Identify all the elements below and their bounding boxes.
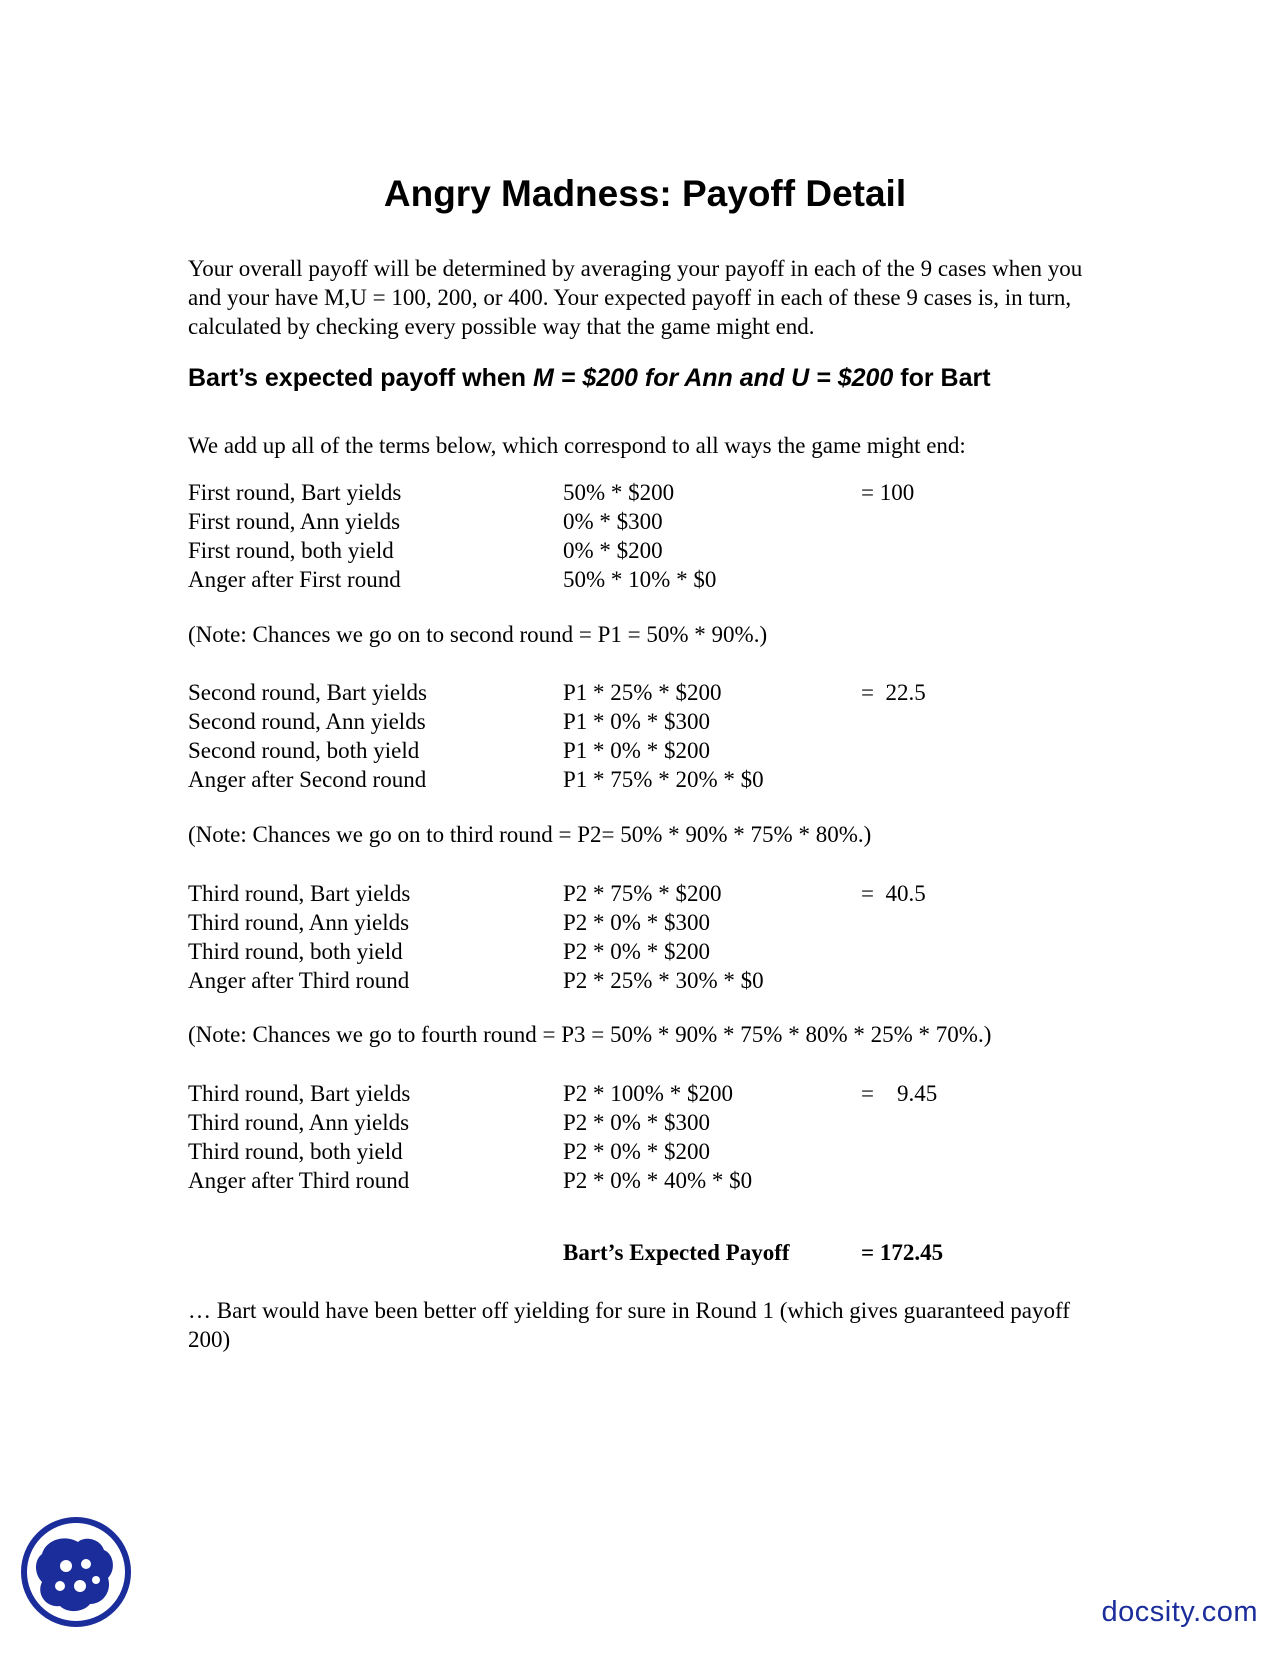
row-formula: P2 * 75% * $200	[563, 881, 722, 906]
row-formula: P2 * 0% * 40% * $0	[563, 1168, 753, 1193]
expected-payoff-total	[188, 1238, 1108, 1267]
row-label: Anger after Third round	[188, 968, 410, 993]
row-label: Third round, Ann yields	[188, 1110, 410, 1135]
row-formula: P2 * 100% * $200	[563, 1081, 733, 1106]
row-label: Anger after First round	[188, 567, 401, 592]
heading-part-3: for Bart	[893, 364, 991, 392]
row-label: Third round, both yield	[188, 1139, 403, 1164]
payoff-row	[188, 765, 1108, 794]
payoff-row	[188, 1079, 1108, 1108]
row-result: = 9.45	[861, 1081, 938, 1106]
heading-part-2: M = $200 for Ann and U = $200	[533, 364, 894, 392]
row-label: Third round, both yield	[188, 939, 403, 964]
docsity-logo-icon	[20, 1516, 132, 1628]
total-label: Bart’s Expected Payoff	[563, 1240, 790, 1265]
row-label: Third round, Bart yields	[188, 1081, 411, 1106]
row-label: First round, Bart yields	[188, 480, 402, 505]
row-label: Second round, both yield	[188, 738, 420, 763]
row-label: First round, both yield	[188, 538, 394, 563]
payoff-row	[188, 478, 1108, 507]
note-round-2: (Note: Chances we go on to second round = P1 = 50% * 90%.)	[188, 622, 768, 647]
row-formula: P2 * 25% * 30% * $0	[563, 968, 764, 993]
payoff-row	[188, 707, 1108, 736]
note-round-4: (Note: Chances we go to fourth round = P3 = 50% * 90% * 75% * 80% * 25% * 70%.)	[188, 1022, 992, 1047]
payoff-row	[188, 736, 1108, 765]
payoff-row	[188, 937, 1108, 966]
payoff-row	[188, 565, 1108, 594]
docsity-brand-text[interactable]: docsity.com	[1101, 1596, 1258, 1628]
row-formula: P2 * 0% * $200	[563, 939, 710, 964]
row-result: = 22.5	[861, 680, 926, 705]
row-label: Second round, Bart yields	[188, 680, 427, 705]
payoff-row	[188, 536, 1108, 565]
payoff-block-round-1	[188, 478, 1108, 594]
intro-paragraph: Your overall payoff will be determined by averaging your payoff in each of the 9 cases when you and your have M,U = 100, 200, or 400. Your expected payoff in each of these 9 cases is, in turn, calculated by checking every possible way that the game might end.	[188, 256, 1083, 339]
row-formula: P1 * 0% * $300	[563, 709, 710, 734]
row-formula: 0% * $300	[563, 509, 663, 534]
total-value: = 172.45	[861, 1240, 944, 1265]
note-round-3: (Note: Chances we go on to third round = P2= 50% * 90% * 75% * 80%.)	[188, 822, 872, 847]
payoff-row	[188, 507, 1108, 536]
page-title: Angry Madness: Payoff Detail	[383, 173, 907, 214]
row-label: Anger after Third round	[188, 1168, 410, 1193]
row-formula: 0% * $200	[563, 538, 663, 563]
payoff-row	[188, 1137, 1108, 1166]
payoff-row	[188, 908, 1108, 937]
payoff-row	[188, 678, 1108, 707]
section-heading	[188, 363, 1108, 393]
payoff-block-round-4	[188, 1079, 1108, 1195]
heading-part-1: Bart’s expected payoff when	[188, 364, 533, 392]
row-formula: P2 * 0% * $200	[563, 1139, 710, 1164]
payoff-row	[188, 879, 1108, 908]
row-label: First round, Ann yields	[188, 509, 401, 534]
docsity-logo-graphic	[20, 1516, 132, 1628]
row-result: = 100	[861, 480, 915, 505]
row-formula: 50% * 10% * $0	[563, 567, 717, 592]
row-label: Anger after Second round	[188, 767, 427, 792]
row-result: = 40.5	[861, 881, 926, 906]
row-label: Second round, Ann yields	[188, 709, 426, 734]
payoff-block-round-2	[188, 678, 1108, 794]
row-formula: 50% * $200	[563, 480, 675, 505]
payoff-block-round-3	[188, 879, 1108, 995]
row-formula: P2 * 0% * $300	[563, 1110, 710, 1135]
row-label: Third round, Bart yields	[188, 881, 411, 906]
conclusion-paragraph: … Bart would have been better off yielding for sure in Round 1 (which gives guaranteed payoff 200)	[188, 1298, 1070, 1352]
row-label: Third round, Ann yields	[188, 910, 410, 935]
add-up-paragraph: We add up all of the terms below, which correspond to all ways the game might end:	[188, 433, 966, 458]
row-formula: P1 * 25% * $200	[563, 680, 722, 705]
payoff-row	[188, 1108, 1108, 1137]
row-formula: P1 * 0% * $200	[563, 738, 710, 763]
row-formula: P1 * 75% * 20% * $0	[563, 767, 764, 792]
row-formula: P2 * 0% * $300	[563, 910, 710, 935]
payoff-row	[188, 966, 1108, 995]
payoff-row	[188, 1166, 1108, 1195]
